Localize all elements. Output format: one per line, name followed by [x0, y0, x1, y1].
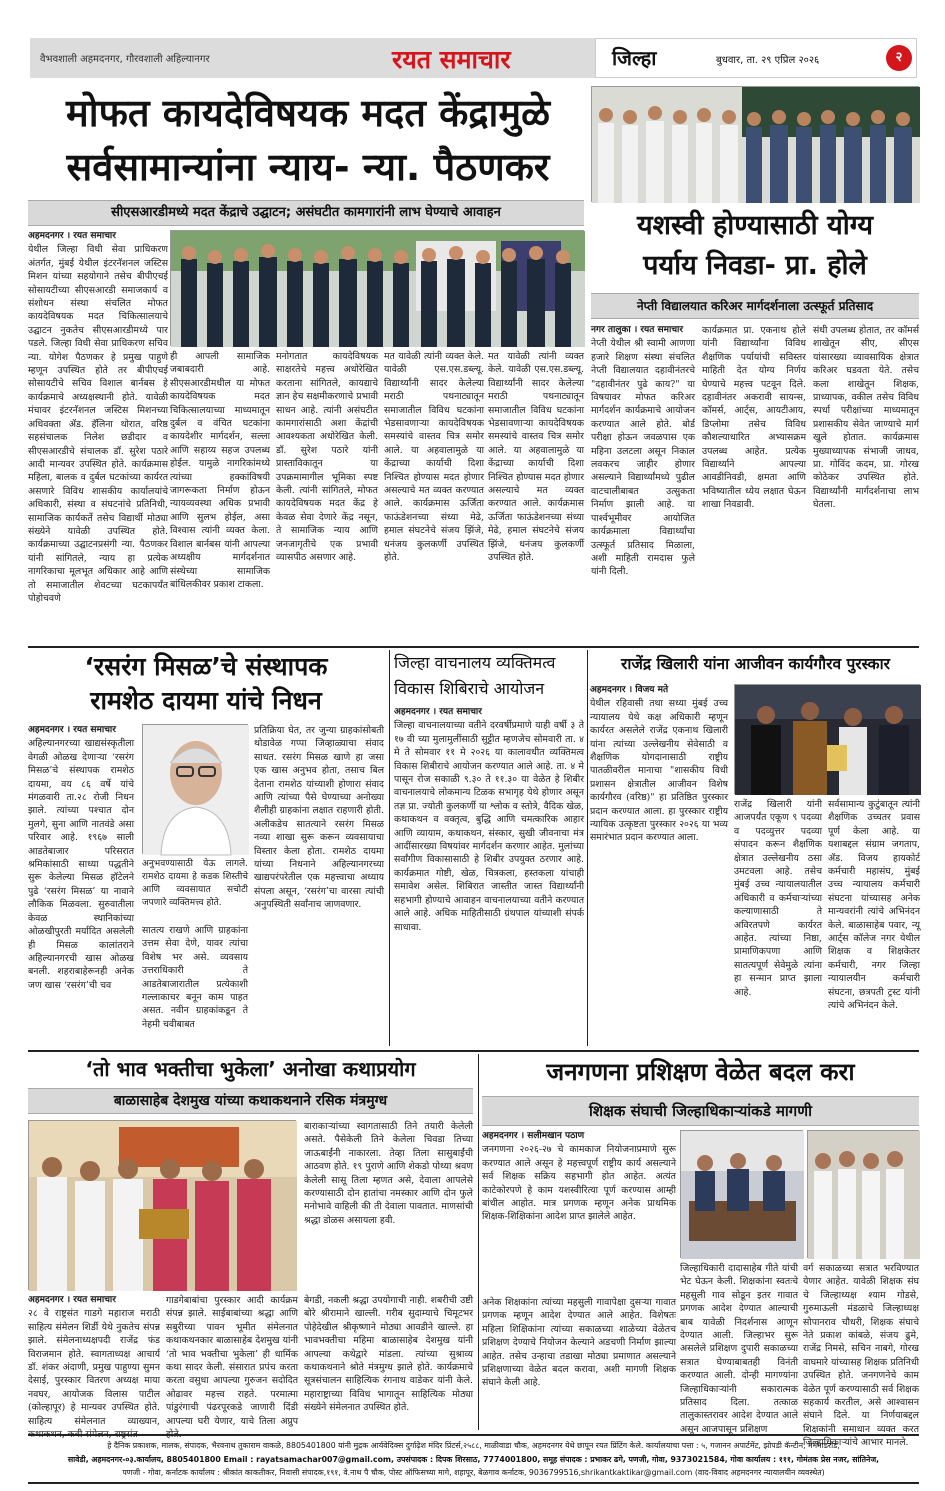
story5-col1: [590, 684, 728, 1046]
story7-photo-2: [807, 1130, 919, 1258]
story3-portrait: [142, 724, 248, 854]
story1-subheadline: सीएसआरडीमध्ये मदत केंद्राचे उद्घाटन; असंघटीत कामगारांनी लाभ घेण्याचे आवाहन: [28, 200, 584, 226]
story1-col4: मत यावेळी त्यांनी व्यक्त केले. यावेळी एस.एस.डब्ल्यू. विद्यार्थ्यांनी सादर केलेल्या मराठी पथनाट्यातून समाजातील विविध घटकांना भेडसावणाऱ्या कायदेविषयक समस्यांचे वास्तव चित्र समोर आले. या अहवालामुळे या केंद्राच्या कार्याची दिशा निश्चित होण्यास मदत होणार असल्याचे मत व्यक्त करण्यात आले. कार्यक्रमास ऊर्जिता फाऊंडेशनच्या संध्या मेढे, हमाल संघटनेचे संजय झिंजे, धनंजय कुलकर्णी उपस्थित होते.: [384, 351, 484, 564]
divider-row1: [28, 646, 919, 648]
story7-intro-text: जनगणना २०२६-२७ चे कामकाज नियोजनाप्रमाणे सुरू करण्यात आले असून हे महत्त्वपूर्ण राष्ट्रीय कार्य असल्याने सर्व शिक्षक सक्रिय सहभागी होत आहेत. अत्यंत काटेकोरपणे हे काम यशस्वीरित्या पूर्ण करण्यास आम्ही बांधील आहोत. मात्र प्रगणक म्हणून अनेक प्राथमिक शिक्षक-शिक्षिकांना आदेश प्राप्त झालेले आहेत.: [482, 1144, 676, 1223]
footer-imprint: [28, 1434, 919, 1484]
story3-photo-caption: अनुभवण्यासाठी येऊ लागले. रामशेठ दायमा हे कडक शिस्तीचे आणि व्यवसायात सचोटी जपणारे व्यक्तिमत्त्व होते.: [142, 859, 248, 908]
story7-col1: जिल्हाधिकारी दादासाहेब गीते यांची भेट घेऊन केली. शिक्षकांना स्वतःचे महसुली गाव सोडून इतर गावात प्रगणक आदेश देण्यात आल्याची बाब यावेळी निदर्शनास आणून देण्यात आली. जिल्हाभर सुरू असलेले प्रशिक्षण दुपारी सकाळच्या सत्रात घेण्याबाबतही विनंती करण्यात आली. दोन्ही मागण्यांना जिल्हाधिकाऱ्यांनी सकारात्मक प्रतिसाद दिला. तत्काळ तालुकास्तरावर आदेश देण्यात आले असून आजपासून प्रशिक्षण: [680, 1263, 798, 1435]
page-number: २: [895, 50, 903, 65]
masthead: [30, 38, 917, 78]
story5-col3: सर्वसामान्य कुटुंबातून त्यांनी शैक्षणिक उच्चतर प्रवास पूर्ण केला आहे. या यशाबद्दल संग्राम जगताप, ॲड. विजय हायकोर्ट कर्मचारी महासंघ, मुंबई उच्च न्यायालय कर्मचारी संघटना यांच्यासह अनेक मान्यवरांनी त्यांचे अभिनंदन केले. बाळासाहेब पवार, न्यू आर्ट्स कॉलेज नगर येथील शिक्षक व शिक्षकेतर कर्मचारी, नगर जिल्हा न्यायालयीन कर्मचारी संघटना, छत्रपती ट्रस्ट यांनी त्यांचे अभिनंदन केले.: [828, 799, 920, 1012]
story6-col1: [28, 1294, 160, 1441]
story3-headline: [28, 650, 384, 720]
story3-col1-text: अहिल्यानगरच्या खाद्यसंस्कृतीला वेगळी ओळख देणाऱ्या ‘रसरंग मिसळ’चे संस्थापक रामशेठ दायमा, वय ८६ वर्षे यांचे मंगळवारी ता.२८ रोजी निधन झाले. त्यांच्या पश्चात दोन मुलगे, सुना आणि नातवंडे असा परिवार आहे. १९६७ साली आडतेबाजार परिसरात श्रमिकांसाठी साध्या पद्धतीने सुरू केलेल्या मिसळ हॉटेलने पुढे ‘रसरंग मिसळ’ या नावाने लौकिक मिळवला. सुरुवातीला केवळ स्थानिकांच्या ओळखीपुरती मर्यादित असलेली ही मिसळ कालांतराने अहिल्यानगरची खास ओळख बनली. शहराबाहेरूनही अनेक जण खास ‘रसरंग’ची चव: [28, 738, 134, 991]
story2-col1: [591, 324, 695, 642]
story4-headline-line2: विकास शिबिराचे आयोजन: [394, 679, 545, 698]
story7-intro2-col: अनेक शिक्षकांना त्यांच्या महसुली गावापेक्षा दुसऱ्या गावात प्रगणक म्हणून आदेश देण्यात आले आहेत. विशेषतः महिला शिक्षिकांना त्यांच्या सकाळच्या शाळेच्या वेळेतच प्रशिक्षण देण्याचे नियोजन केल्याने अडचणी निर्माण झाल्या आहेत. तसेच उन्हाचा तडाखा मोठ्या प्रमाणात असल्याने प्रशिक्षणाच्या वेळेत बदल करावा, अशी मागणी शिक्षक संघाने केली आहे.: [482, 1297, 676, 1389]
masthead-tagline: वैभवशाली अहमदनगर, गौरवशाली अहिल्यानगर: [40, 54, 210, 65]
story1-photo-illustration: [171, 231, 585, 347]
story3-col2: सातत्य राखणे आणि ग्राहकांना उत्तम सेवा देणे, यावर त्यांचा विशेष भर असे. व्यवसाय उत्तराधिकारी ते आडतेबाजारातील प्रत्येकाशी गल्लाकाचर बनून काम पाहत असत. नवीन ग्राहकांकडून ते नेहमी चवीबाबत: [142, 925, 248, 1030]
story2-headline: [591, 206, 919, 290]
story7-byline: अहमदनगर । सलीमखान पठाण: [482, 1131, 585, 1141]
story1-col2: ही आपली सामाजिक जबाबदारी आहे. सीएसआरडीमधील या मोफत कायदेविषयक मदत चिकित्सालयाच्या माध्यमातून दुर्बल व वंचित घटकांना कायदेशीर मार्गदर्शन, सल्ला आणि सहाय्य सहज उपलब्ध होईल. यामुळे नागरिकांमध्ये त्यांच्या हक्कांविषयी जागरूकता निर्माण होऊन न्यायव्यवस्था अधिक प्रभावी आणि सुलभ होईल, असा विश्वास त्यांनी व्यक्त केला. विशाल बार्नबस यांनी आपल्या अध्यक्षीय मार्गदर्शनात संस्थेच्या सामाजिक बांधिलकीवर प्रकाश टाकला.: [170, 351, 270, 590]
story2-headline-line1: यशस्वी होण्यासाठी योग्य: [637, 210, 873, 241]
story2-photo: [591, 86, 919, 202]
story1-headline: [28, 86, 588, 196]
story6-headline: ‘तो भाव भक्तीचा भुकेला’ अनोखा कथाप्रयोग: [85, 1057, 416, 1081]
story1-col1: [28, 230, 168, 642]
divider-v3: [478, 1054, 479, 1430]
story2-photo-illustration: [592, 87, 920, 203]
story7-photo-2-illustration: [808, 1131, 920, 1259]
story3-col1: [28, 724, 134, 1046]
story4-headline-line1: जिल्हा वाचनालय व्यक्तिमत्व: [394, 653, 556, 672]
story2-col1-text: नेप्ती येथील श्री स्वामी आणणा हजारे शिक्षण संस्था संचलित नेप्ती विद्यालयात दहावीनंतरचे "दहावीनंतर पुढे काय?" या विषयावर मोफत करिअर मार्गदर्शन कार्यक्रमाचे आयोजन करण्यात आले होते. बोर्ड परीक्षा होऊन जवळपास एक महिना उलटला असून निकाल लवकरच जाहीर होणार असल्याने विद्यार्थ्यांमध्ये पुढील वाटचालीबाबत उत्सुकता निर्माण झाली आहे. या पार्श्वभूमीवर आयोजित कार्यक्रमाला विद्यार्थ्यांचा उत्स्फूर्त प्रतिसाद मिळाला, अशी माहिती रामदास फुले यांनी दिली.: [591, 338, 695, 578]
story2-byline: नगर तालुका । रयत समाचार: [591, 325, 684, 335]
story2-col2: कार्यक्रमात प्रा. एकनाथ होले यांनी विद्यार्थ्यांना विविध शैक्षणिक पर्यायांची सविस्तर माहिती देत योग्य निर्णय घेण्याचे महत्त्व पटवून दिले. दहावीनंतर अकरावी सायन्स, कॉमर्स, आर्ट्स, आयटीआय, डिप्लोमा तसेच विविध कौशल्याधारित अभ्यासक्रम उपलब्ध आहेत. प्रत्येक विद्यार्थ्याने आपल्या आवडीनिवडी, क्षमता आणि भविष्यातील ध्येय लक्षात घेऊन शाखा निवडावी.: [702, 325, 806, 511]
story1-headline-line2: सर्वसामान्यांना न्याय- न्या. पैठणकर: [66, 145, 550, 189]
story6-subheadline: बाळासाहेब देशमुख यांच्या कथाकथनाने रसिक मंत्रमुग्ध: [28, 1088, 473, 1114]
story1-col3: मनोगतात कायदेविषयक साक्षरतेचे महत्त्व अधोरेखित करताना सांगितले, कायद्याचे ज्ञान हेच सक्षमीकरणाचे प्रभावी साधन आहे. त्यांनी असंघटीत कामगारांसाठी अशा केंद्रांची आवश्यकता अधोरेखित केली. डॉ. सुरेश पठारे यांनी प्रास्ताविकातून या उपक्रमामागील भूमिका स्पष्ट केली. त्यांनी सांगितले, मोफत कायदेविषयक मदत केंद्र हे केवळ सेवा देणारे केंद्र नसून, ते सामाजिक न्याय आणि जनजागृतीचे एक प्रभावी व्यासपीठ असणार आहे.: [276, 351, 378, 564]
footer-line2: सावेडी, अहमदनगर-०३.कार्यालय, 8805401800 Email : rayatsamachar007@gmail.com, उपसंपादक : दिपक शिरसाठ, 7774001800, समूह संपादक : प्रभाकर ढगे, पणजी, गोवा, 9373021584, गोवा कार्यालय : १११, गोमंतक प्रेस नजर, सांतिनेज,: [67, 1454, 880, 1464]
story7-headline: जनगणना प्रशिक्षण वेळेत बदल करा: [546, 1058, 855, 1086]
story1-col1-text: येथील जिल्हा विधी सेवा प्राधिकरण अंतर्गत, मुंबई येथील इंटरनॅशनल जस्टिस मिशन यांच्या सहयोगाने तसेच बीपीएचई सोसायटीच्या सीएसआरडी समाजकार्य व संशोधन संस्था संचलित मोफत कायदेविषयक मदत चिकित्सालयाचे उद्घाटन नुकतेच सीएसआरडीमध्ये पार पडले. जिल्हा विधी सेवा प्राधिकरण सचिव न्या. योगेश पैठणकर हे प्रमुख पाहुणे म्हणून उपस्थित होते तर बीपीएचई सोसायटीचे सचिव विशाल बार्नबस हे कार्यक्रमाचे अध्यक्षस्थानी होते. यावेळी मंचावर इंटरनॅशनल जस्टिस मिशनच्या अधिवक्ता ॲड. हॅलिना थोरात, वरिष्ठ सहसंचालक निलेश छडीदार व सीएसआरडीचे संचालक डॉ. सुरेश पठारे आदी मान्यवर उपस्थित होते. कार्यक्रमास महिला, बालक व दुर्बल घटकांच्या कार्यरत असणारे विविध शासकीय कार्यालयांचे अधिकारी, संस्था व संघटनांचे प्रतिनिधी, सामाजिक कार्यकर्ते तसेच विद्यार्थी मोठ्या संख्येने यावेळी उपस्थित होते. कार्यक्रमाच्या उद्घाटनप्रसंगी न्या. पैठणकर यांनी सांगितले, न्याय हा प्रत्येक नागरिकाचा मूलभूत अधिकार आहे आणि तो समाजातील शेवटच्या घटकापर्यंत पोहोचवणे: [28, 244, 168, 604]
story2-subheadline: नेप्ती विद्यालयात करिअर मार्गदर्शनाला उत्स्फूर्त प्रतिसाद: [591, 293, 919, 319]
divider-v2: [587, 650, 588, 1046]
story1-headline-line1: मोफत कायदेविषयक मदत केंद्रामुळे: [66, 91, 550, 135]
story2-headline-line2: पर्याय निवडा- प्रा. होले: [643, 250, 867, 281]
story6-col3: बाराकाऱ्यांच्या स्वागतासाठी तिने तयारी केलेली असते. पैसेकेली तिने केलेला चिवडा तिच्या जाऊबाईंनी नाकारला. तेव्हा तिला सासुबाईंची आठवण होते. १९ पुराणे आणि शेकडो पोथ्या श्रवण केलेली सासू तिला म्हणत असे, देवाला आपलेसे करण्यासाठी दोन हातांचा नमस्कार आणि दोन फुले मनोभावे वाहिली की ती देवाला पावतात. माणसांची श्रद्धा डोळस असायला हवी.: [304, 1121, 473, 1226]
page-number-badge: [886, 45, 912, 71]
story6-photo: [28, 1120, 296, 1290]
story1-byline: अहमदनगर । रयत समाचार: [28, 231, 116, 241]
footer-line3: पणजी - गोवा, कर्नाटक कार्यालय : श्रीकांत काकतीकर, निवासी संपादक,१९१, वे.नाथ पै चौक, पोस्ट ऑफिसच्या मागे, शहापूर, बेळगाव कर्नाटक, 9036799516,shrikantkaktikar@gmail.com (वाद-विवाद अहमदनगर न्यायालयीन व्यवस्थेत): [122, 1468, 825, 1477]
story5-col1-text: येथील रहिवासी तथा सध्या मुंबई उच्च न्यायालय येथे कक्ष अधिकारी म्हणून कार्यरत असलेले राजेंद्र एकनाथ खिलारी यांना त्यांच्या उल्लेखनीय सेवेसाठी व शैक्षणिक योगदानासाठी राष्ट्रीय पातळीवरील मानाचा "शासकीय विधी प्रशासन क्षेत्रातील आजीवन विशेष कार्यगौरव (वरिष्ठ)" हा प्रतिष्ठित पुरस्कार प्रदान करण्यात आला. हा पुरस्कार राष्ट्रीय न्यायिक उत्कृष्टता पुरस्कार २०२६ या भव्य समारंभात प्रदान करण्यात आला.: [590, 698, 728, 844]
story3-headline-line1: ‘रसरंग मिसळ’चे संस्थापक: [84, 652, 328, 681]
story2-col3: संधी उपलब्ध होतात, तर कॉमर्स शाखेतून सीए, सीएस यांसारख्या व्यावसायिक क्षेत्रात करिअर घडवता येते. तसेच कला शाखेतून शिक्षक, प्राध्यापक, वकील तसेच विविध स्पर्धा परीक्षांच्या माध्यमातून प्रशासकीय सेवेत जाण्याचे मार्ग खुले होतात. कार्यक्रमास मुख्याध्यापक संभाजी जाधव, प्रा. गोविंद कदम, प्रा. गोरख कोठेकर उपस्थित होते. विद्यार्थ्यांनी मार्गदर्शनाचा लाभ घेतला.: [813, 325, 919, 511]
footer-line1: हे दैनिक प्रकाशक, मालक, संपादक, भैरवनाथ तुकाराम वाकळे, 8805401800 यांनी मुद्रक आर्यवेदिक्स दुर्गाढ़ेश मंदिर प्रिंटर्स,२५८८, माळीवाडा चौक, अहमदनगर येथे छापून रयत प्रिंटिंग केले. कार्यालयाचा पत्ता : ५, गजानन अपार्टमेंट, झोपडी कॅन्टीन, मनमाडरोड,: [107, 1441, 840, 1450]
story1-photo: [170, 230, 584, 346]
story5-col2: राजेंद्र खिलारी यांनी आजपर्यंत एकूण ९ पदव्या व पदव्युत्तर पदव्या संपादन करून शैक्षणिक क्षेत्रात उल्लेखनीय ठसा उमटवला आहे. तसेच मुंबई उच्च न्यायालयातील अधिकारी व कर्मचाऱ्यांच्या कल्याणासाठी ते अविरतपणे कार्यरत आहेत. त्यांच्या निष्ठा, प्रामाणिकपणा आणि सातत्यपूर्ण सेवेमुळे त्यांना हा सन्मान प्राप्त झाला आहे.: [734, 799, 822, 998]
story4-headline: [394, 650, 584, 706]
story6-col2: गाडगेबाबांचा पुरस्कार आदी कार्यक्रम संपन्न झाले. साईबाबांच्या श्रद्धा आणि सबुरीच्या पावन भूमीत संमेलनात कथाकथनकार बाळासाहेब देशमुख यांनी ‘तो भाव भक्तीचा भुकेला’ ही धार्मिक कथा सादर केली. संसारात प्रपंच करता करता वसुधा आपल्या गुरुजन सदोदित ओढावर महत्त्व राहते. परमात्मा पांडुरंगाची पंढरपूरकडे जाणारी दिंडी आपल्या घरी येणार, याचे तिला अप्रुप होते.: [166, 1295, 298, 1441]
divider-v1: [389, 650, 390, 1046]
story5-headline: राजेंद्र खिलारी यांना आजीवन कार्यगौरव पुरस्कार: [621, 655, 890, 673]
story3-byline: अहमदनगर । रयत समाचार: [28, 725, 116, 735]
story6-col4: बेगडी, नकली श्रद्धा उपयोगाची नाही. शबरीची उष्टी बोरे श्रीरामाने खाल्ली. गरीब सुदाम्याचे चिमूटभर पोहेदेखील श्रीकृष्णाने मोठ्या आवडीने खाल्ले. हा भावभक्तीचा महिमा बाळासाहेब देशमुख यांनी आपल्या कथेद्वारे मांडला. त्यांच्या सुश्राव्य कथाकथनाने श्रोते मंत्रमुग्ध झाले होते. कार्यक्रमाचे सूत्रसंचालन साहित्यिक रंगनाथ वाडेकर यांनी केले. महाराष्ट्राच्या विविध भागातून साहित्यिक मोठ्या संख्येने संमेलनात उपस्थित होते.: [304, 1295, 473, 1414]
story3-col3: प्रतिक्रिया घेत, तर जुन्या ग्राहकांसोबती थोडावेळ गप्पा जिव्हाळ्याचा संवाद साधत. रसरंग मिसळ खाणे हा जसा एक खास अनुभव होता, तसाच बिल देताना रामशेठ यांच्याशी होणारा संवाद आणि त्यांच्या पैसे घेण्याच्या अनोख्या शैलीही ग्राहकांना लक्षात राहणारी होती. अलीकडेच सातत्याने रसरंग मिसळ नव्या शाखा सुरू करून व्यवसायाचा विस्तार केला होता. रामशेठ दायमा यांच्या निधनाने अहिल्यानगरच्या खाद्यपरंपरेतील एक महत्त्वाचा अध्याय संपला असून, ‘रसरंग’चा वारसा त्यांची अनुपस्थिती सर्वांनाच जाणवणार.: [254, 725, 384, 911]
story4-body-text: जिल्हा वाचनालयाच्या वतीने दरवर्षीप्रमाणे याही वर्षी ३ ते १७ वी च्या मुलामुलींसाठी सुट्टीत म्हणजेच सोमवारी ता. ४ मे ते सोमवार ११ मे २०२६ या कालावधीत व्यक्तिमत्व विकास शिबीराचे आयोजन करण्यात आले आहे. ता. ४ मे पासून रोज सकाळी ९.३० ते ११.३० या वेळेत हे शिबीर वाचनालयाचे लोकमान्य टिळक सभागृह येथे होणार असून तज्ञ प्रा. ज्योती कुलकर्णी या श्लोक व स्तोत्रे, वैदिक खेळ, कथाकथन व वक्तृत्व, बुद्धि आणि चमत्कारिक आहार आणि व्यायाम, कथाकथन, संस्कार, सुखी जीवनाचा मंत्र आदींसारख्या विषयांवर मार्गदर्शन करणार आहेत. मुलांच्या सर्वांगीण विकासासाठी हे शिबीर उपयुक्त ठरणार आहे. कार्यक्रमात गोष्टी, खेळ, चित्रकला, हस्तकला यांचाही समावेश असेल. शिबिरात जास्तीत जास्त विद्यार्थ्यांनी सहभागी होण्याचे आवाहन वाचनालयाच्या वतीने करण्यात आले आहे. अधिक माहितीसाठी ग्रंथपाल यांच्याशी संपर्क साधावा.: [394, 720, 584, 933]
story7-intro-col: [482, 1130, 676, 1294]
story6-byline: अहमदनगर । रयत समाचार: [28, 1295, 116, 1305]
story5-photo: [734, 684, 920, 794]
story3-headline-line2: रामशेठ दायमा यांचे निधन: [90, 686, 322, 715]
story7-photo-1-illustration: [681, 1131, 804, 1259]
story7-subheadline: शिक्षक संघाची जिल्हाधिकाऱ्यांकडे मागणी: [482, 1096, 919, 1126]
story7-photo-1: [680, 1130, 803, 1258]
story5-byline: अहमदनगर । विजय मते: [590, 685, 669, 695]
paper-name: रयत समाचार: [392, 45, 511, 74]
story3-portrait-illustration: [143, 725, 249, 855]
divider-row2: [28, 1050, 919, 1052]
story6-photo-illustration: [29, 1121, 297, 1291]
story6-col1-text: २८ वे राष्ट्रसंत गाडगे महाराज मराठी साहित्य संमेलन शिर्डी येथे नुकतेच संपन्न झाले. संमेलनाध्यक्षपदी राजेंद्र फंड विराजमान होते. स्वागताध्यक्ष आचार्य डॉ. शंकर अंदाणी, प्रमुख पाहुण्या सुमन देसाई, पुरस्कार वितरण अध्यक्ष माया नवघर, आयोजक विलास पाटील (कोल्हापूर) हे मान्यवर उपस्थित होते. साहित्य संमेलनात व्याख्यान, कथाकथन, कवी संमेलन, राष्ट्रसंत: [28, 1308, 160, 1441]
story4-byline: अहमदनगर । रयत समाचार: [394, 707, 482, 717]
story1-col5-text: मत यावेळी त्यांनी व्यक्त केले. यावेळी एस.एस.डब्ल्यू. विद्यार्थ्यांनी सादर केलेल्या मराठी पथनाट्यातून समाजातील विविध घटकांना भेडसावणाऱ्या कायदेविषयक समस्यांचे वास्तव चित्र समोर आले. या अहवालामुळे या केंद्राच्या कार्याची दिशा निश्चित होण्यास मदत होणार असल्याचे मत व्यक्त करण्यात आले. कार्यक्रमास ऊर्जिता फाऊंडेशनच्या संध्या मेढे, हमाल संघटनेचे संजय झिंजे, धनंजय कुलकर्णी उपस्थित होते.: [488, 351, 584, 564]
issue-date: बुधवार, ता. २९ एप्रिल २०२६: [716, 55, 820, 66]
story4-body: [394, 706, 584, 1046]
story5-photo-illustration: [735, 685, 921, 795]
masthead-right-box: [595, 38, 917, 78]
story1-col5: [488, 350, 584, 642]
story7-col2: वर्ग सकाळच्या सत्रात भरविण्यात येणार आहेत. यावेळी शिक्षक संघ चे जिल्हाध्यक्ष श्याम गोडसे, गुरुमाऊली मंडळाचे जिल्हाध्यक्ष सोपानराव चौधरी, शिक्षक संघाचे नेते प्रकाश कांबळे, संजय ढुमे, राजेंद्र निमसे, सचिन नाबगे, गोरख वाघमारे यांच्यासह शिक्षक प्रतिनिधी उपस्थित होते. जनगणनेचे काम वेळेत पूर्ण करण्यासाठी सर्व शिक्षक सहकार्य करतील, असे आश्वासन संघाने दिले. या निर्णयाबद्दल शिक्षकांनी समाधान व्यक्त करत जिल्हाधिकाऱ्यांचे आभार मानले.: [803, 1263, 919, 1449]
section-name: जिल्हा: [612, 46, 657, 70]
